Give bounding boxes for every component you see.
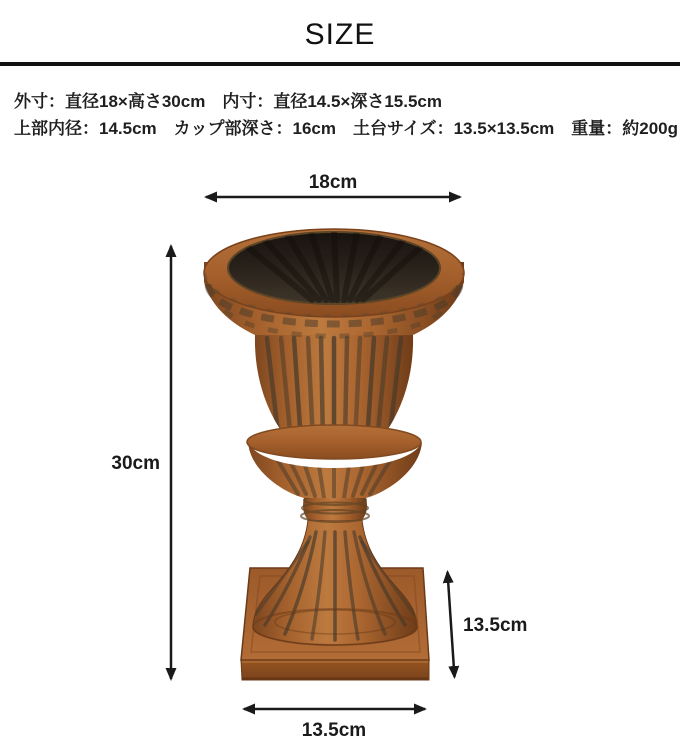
dim-label-total-height: 30cm [111, 453, 160, 474]
spec-text-block [0, 88, 680, 142]
base-height-arrow [448, 572, 455, 677]
dim-label-base-height: 13.5cm [463, 615, 528, 636]
title-divider [0, 62, 680, 66]
spec-line-detail: 上部内径：14.5cm カップ部深さ：16cm 土台サイズ：13.5×13.5cm 重量：約200g [14, 119, 679, 138]
dim-label-base-width: 13.5cm [301, 720, 367, 741]
collar-top [247, 425, 421, 459]
plinth-front-face [241, 660, 429, 680]
urn-illustration [204, 229, 464, 680]
size-diagram [0, 142, 680, 750]
urn-size-drawing [0, 142, 680, 750]
spec-line-outer-inner: 外寸：直径18×高さ30cm 内寸：直径14.5×深さ15.5cm [14, 92, 442, 111]
page-title: SIZE [304, 18, 376, 51]
dim-label-top-width: 18cm [308, 172, 358, 193]
header [0, 0, 680, 52]
